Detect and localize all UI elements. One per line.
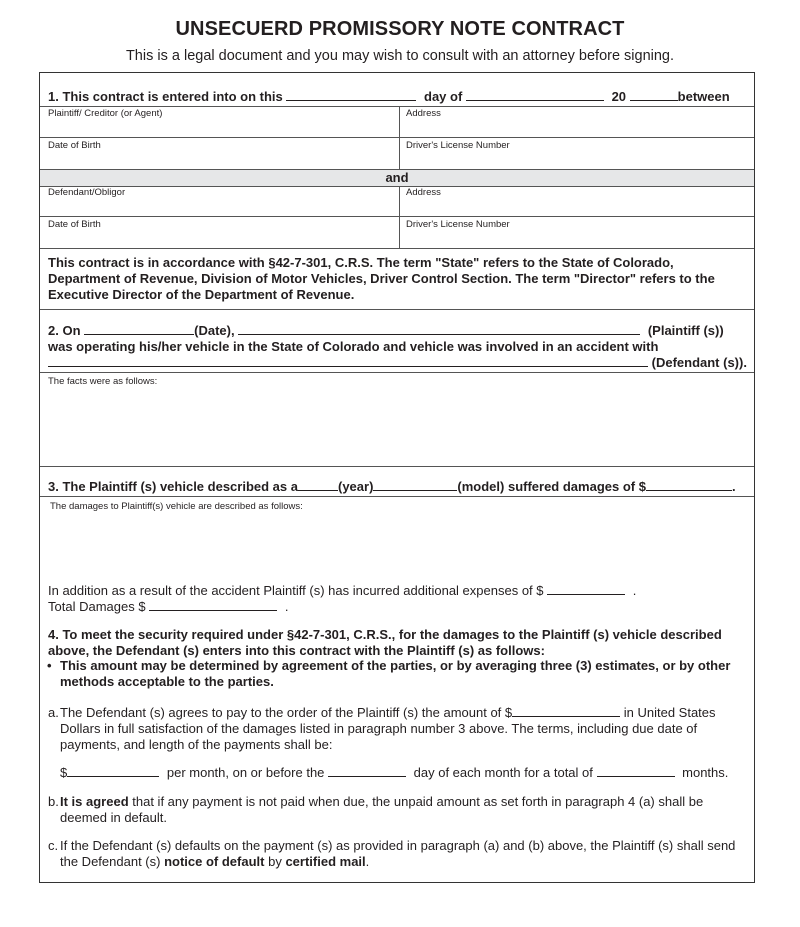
section2-line1 [48, 323, 724, 339]
facts-label: The facts were as follows: [48, 376, 158, 387]
plaintiff-address-field[interactable]: Address [406, 108, 441, 119]
additional-expenses-line [48, 583, 636, 599]
section2-line3 [48, 355, 747, 371]
section2-line2: was operating his/her vehicle in the State of Colorado and vehicle was involved in an accident with [48, 339, 659, 354]
period: . [632, 583, 637, 598]
facts-field[interactable] [48, 391, 748, 465]
bullet-text: This amount may be determined by agreement of the parties, or by averaging three (3) estimates, or by other methods acceptable to the parties. [60, 658, 731, 689]
divider [40, 372, 754, 373]
due-day-field[interactable] [328, 765, 406, 777]
document-title: UNSECUERD PROMISSORY NOTE CONTRACT [175, 18, 625, 40]
total-months-field[interactable] [597, 765, 675, 777]
months-label: months. [682, 765, 729, 780]
clause-c [48, 838, 738, 870]
divider [40, 248, 754, 249]
section4-heading-text: 4. To meet the security required under §42-7-301, C.R.S., for the damages to the Plaintiff (s) vehicle described above, the Defendant (s) enters into this contract with the Plaintiff (s) as follows: [48, 627, 722, 658]
plaintiff-field[interactable]: Plaintiff/ Creditor (or Agent) [48, 108, 163, 119]
between-label: between [677, 89, 730, 104]
year-label: (year) [337, 479, 374, 494]
payment-terms-line [60, 765, 728, 781]
vehicle-model-field[interactable] [373, 479, 457, 491]
period: . [731, 479, 736, 494]
contract-form [39, 72, 755, 883]
and-separator: and [40, 170, 754, 186]
defendant-label: (Defendant (s)). [651, 355, 747, 370]
additional-label: In addition as a result of the accident Plaintiff (s) has incurred additional expenses of $ [48, 583, 544, 598]
defendant-name-field[interactable] [48, 355, 648, 367]
clause-a [48, 705, 738, 753]
month-field[interactable] [466, 89, 604, 101]
column-divider [399, 186, 400, 248]
day-of-label: day of [424, 89, 463, 104]
clause-b [48, 794, 738, 826]
defendant-address-field[interactable]: Address [406, 187, 441, 198]
defendant-license-field[interactable]: Driver's License Number [406, 219, 510, 230]
day-of-month-label: day of each month for a total of [413, 765, 593, 780]
per-month-label: per month, on or before the [166, 765, 325, 780]
bullet-icon: • [47, 658, 52, 673]
clause-b-text: that if any payment is not paid when due, the unpaid amount as set forth in paragraph 4 (a) shall be deemed in default. [60, 794, 704, 825]
section1-intro: 1. This contract is entered into on this [48, 89, 283, 104]
divider [40, 496, 754, 497]
divider [40, 216, 754, 217]
clause-c-prefix: c. [48, 838, 59, 853]
divider [40, 309, 754, 310]
clause-a-text-continued: in United States Dollars in full satisfaction of the damages listed in paragraph number 3 above. The terms, including due date of payments, and length of the payments shall be: [60, 705, 716, 752]
section3-intro: 3. The Plaintiff (s) vehicle described as a [48, 479, 298, 494]
plaintiff-name-field[interactable] [238, 323, 640, 335]
plaintiff-license-field[interactable]: Driver's License Number [406, 140, 510, 151]
damage-amount-field[interactable] [646, 479, 732, 491]
clause-c-by: by [268, 854, 282, 869]
damages-description-field[interactable] [48, 515, 748, 575]
certified-mail-emphasis: certified mail [285, 854, 366, 869]
statute-paragraph: This contract is in accordance with §42-7-301, C.R.S. The term "State" refers to the State of Colorado, Department of Revenue, Division of Motor Vehicles, Driver Control Section. The term "Director" refers to the Executive Director of the Department of Revenue. [48, 255, 715, 302]
period: . [284, 599, 289, 614]
clause-b-emphasis: It is agreed [60, 794, 129, 809]
total-label: Total Damages $ [48, 599, 146, 614]
plaintiff-label: (Plaintiff (s)) [647, 323, 724, 338]
section4-bullet [48, 658, 738, 690]
accident-date-field[interactable] [84, 323, 194, 335]
monthly-amount-field[interactable] [67, 765, 159, 777]
additional-expenses-field[interactable] [547, 583, 625, 595]
divider [40, 186, 754, 187]
column-divider [399, 106, 400, 170]
clause-a-prefix: a. [48, 705, 59, 720]
year-prefix: 20 [611, 89, 627, 104]
section4-heading [48, 627, 738, 659]
damages-label: The damages to Plaintiff(s) vehicle are described as follows: [50, 501, 303, 512]
document-subtitle: This is a legal document and you may wish to consult with an attorney before signing. [125, 48, 675, 64]
model-label: (model) suffered damages of $ [457, 479, 646, 494]
defendant-dob-field[interactable]: Date of Birth [48, 219, 101, 230]
notice-of-default-emphasis: notice of default [164, 854, 265, 869]
year-field[interactable] [630, 89, 678, 101]
date-label: (Date), [194, 323, 235, 338]
total-damages-field[interactable] [149, 599, 277, 611]
contract-date-field[interactable] [286, 89, 416, 101]
divider [40, 137, 754, 138]
defendant-field[interactable]: Defendant/Obligor [48, 187, 126, 198]
period: . [365, 854, 370, 869]
vehicle-year-field[interactable] [298, 479, 338, 491]
payment-amount-field[interactable] [512, 705, 620, 717]
clause-b-prefix: b. [48, 794, 59, 809]
section2-on: 2. On [48, 323, 81, 338]
divider [40, 106, 754, 107]
total-damages-line [48, 599, 288, 615]
plaintiff-dob-field[interactable]: Date of Birth [48, 140, 101, 151]
section3-line [48, 479, 736, 495]
dollar-sign: $ [60, 765, 68, 780]
divider [40, 466, 754, 467]
clause-c-text: If the Defendant (s) defaults on the payment (s) as provided in paragraph (a) and (b) above, the Plaintiff (s) shall send the Defendant (s) [60, 838, 736, 869]
clause-a-text: The Defendant (s) agrees to pay to the order of the Plaintiff (s) the amount of $ [60, 705, 513, 720]
section1-line [48, 89, 730, 105]
